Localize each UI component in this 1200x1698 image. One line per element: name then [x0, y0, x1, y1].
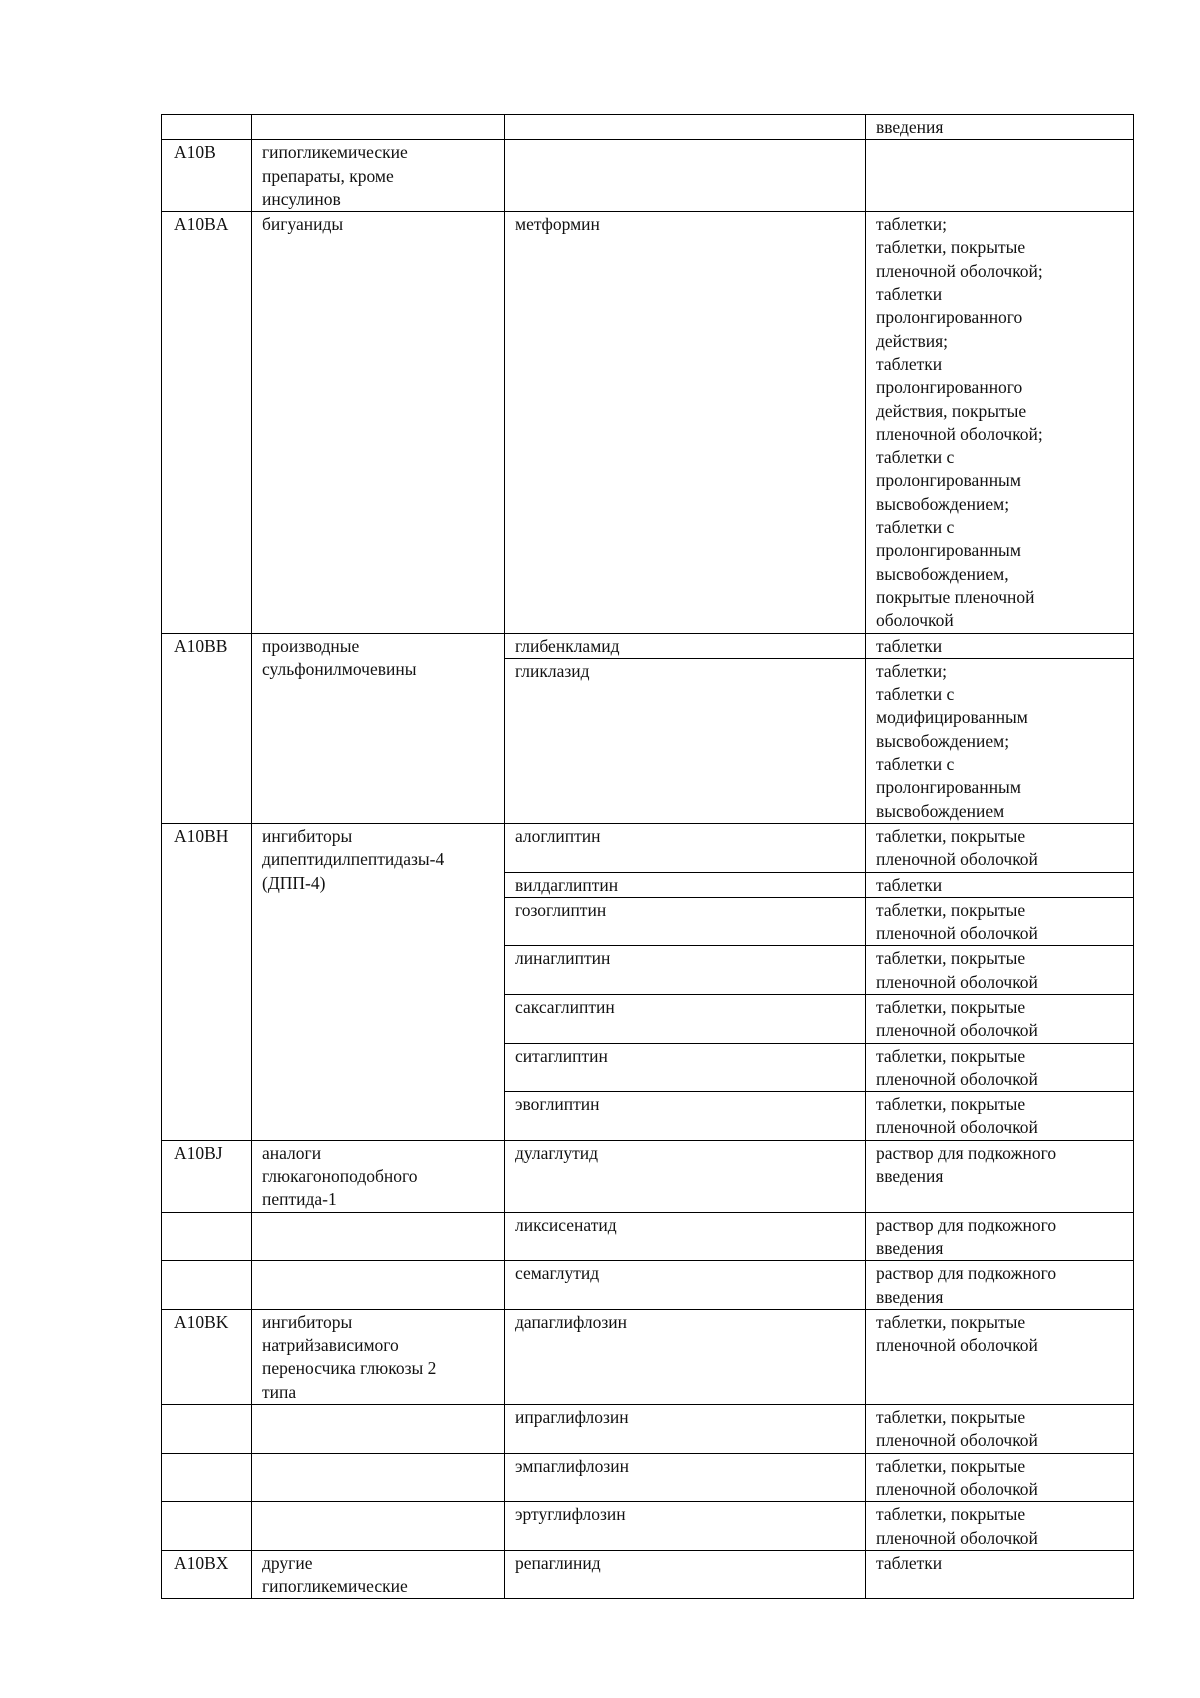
- table-row: [162, 1140, 1134, 1212]
- drug-cell: ситаглиптин: [505, 1043, 866, 1092]
- atc-code-cell: A10BH: [162, 823, 252, 1140]
- drug-cell: вилдаглиптин: [505, 872, 866, 897]
- group-cell: ингибиторы натрийзависимого переносчика глюкозы 2 типа: [252, 1309, 505, 1404]
- table-row: [162, 1453, 1134, 1502]
- atc-code-cell: [162, 115, 252, 140]
- drug-cell: линаглиптин: [505, 946, 866, 995]
- drug-cell: метформин: [505, 212, 866, 633]
- drug-cell: алоглиптин: [505, 823, 866, 872]
- dosage-form-cell: раствор для подкожного введения: [866, 1261, 1134, 1310]
- dosage-form-cell: таблетки, покрытые пленочной оболочкой: [866, 946, 1134, 995]
- group-cell: [252, 1261, 505, 1310]
- dosage-form-cell: таблетки: [866, 872, 1134, 897]
- drug-cell: гозоглиптин: [505, 897, 866, 946]
- drug-cell: эртуглифлозин: [505, 1502, 866, 1551]
- dosage-form-cell: раствор для подкожного введения: [866, 1212, 1134, 1261]
- atc-code-cell: A10BK: [162, 1309, 252, 1404]
- drug-cell: [505, 115, 866, 140]
- dosage-form-cell: таблетки, покрытые пленочной оболочкой: [866, 1043, 1134, 1092]
- atc-code-cell: A10BJ: [162, 1140, 252, 1212]
- atc-code-cell: [162, 1453, 252, 1502]
- atc-code-cell: A10BA: [162, 212, 252, 633]
- group-cell: [252, 115, 505, 140]
- atc-code-cell: [162, 1261, 252, 1310]
- atc-code-cell: A10B: [162, 140, 252, 212]
- drug-cell: эвоглиптин: [505, 1092, 866, 1141]
- dosage-form-cell: таблетки, покрытые пленочной оболочкой: [866, 1502, 1134, 1551]
- drug-cell: ипраглифлозин: [505, 1405, 866, 1454]
- drug-cell: саксаглиптин: [505, 994, 866, 1043]
- medication-table: [161, 114, 1134, 1599]
- group-cell: [252, 1405, 505, 1454]
- dosage-form-cell: таблетки, покрытые пленочной оболочкой: [866, 994, 1134, 1043]
- table-row: [162, 115, 1134, 140]
- dosage-form-cell: [866, 140, 1134, 212]
- dosage-form-cell: таблетки, покрытые пленочной оболочкой: [866, 897, 1134, 946]
- group-cell: другие гипогликемические: [252, 1550, 505, 1599]
- table-row: [162, 1212, 1134, 1261]
- dosage-form-cell: таблетки, покрытые пленочной оболочкой: [866, 1405, 1134, 1454]
- table-row: [162, 1502, 1134, 1551]
- drug-cell: гликлазид: [505, 658, 866, 823]
- group-cell: гипогликемические препараты, кроме инсулинов: [252, 140, 505, 212]
- dosage-form-cell: таблетки; таблетки, покрытые пленочной оболочкой; таблетки пролонгированного действия; таблетки пролонгированного действия, покрытые пленочной оболочкой; таблетки с пролонгированным высвобождением; таблетки с пролонгированным высвобождением, покрытые пленочной оболочкой: [866, 212, 1134, 633]
- group-cell: производные сульфонилмочевины: [252, 633, 505, 823]
- group-cell: [252, 1212, 505, 1261]
- drug-cell: [505, 140, 866, 212]
- dosage-form-cell: таблетки: [866, 633, 1134, 658]
- table-row: [162, 1309, 1134, 1404]
- atc-code-cell: [162, 1405, 252, 1454]
- group-cell: аналоги глюкагоноподобного пептида-1: [252, 1140, 505, 1212]
- dosage-form-cell: таблетки, покрытые пленочной оболочкой: [866, 1092, 1134, 1141]
- dosage-form-cell: введения: [866, 115, 1134, 140]
- table-row: [162, 1550, 1134, 1599]
- table-row: [162, 633, 1134, 658]
- table-row: [162, 212, 1134, 633]
- drug-cell: семаглутид: [505, 1261, 866, 1310]
- document-page: [161, 114, 1133, 1599]
- atc-code-cell: [162, 1212, 252, 1261]
- drug-cell: репаглинид: [505, 1550, 866, 1599]
- dosage-form-cell: таблетки, покрытые пленочной оболочкой: [866, 823, 1134, 872]
- dosage-form-cell: таблетки: [866, 1550, 1134, 1599]
- atc-code-cell: [162, 1502, 252, 1551]
- drug-cell: ликсисенатид: [505, 1212, 866, 1261]
- group-cell: [252, 1502, 505, 1551]
- dosage-form-cell: таблетки, покрытые пленочной оболочкой: [866, 1309, 1134, 1404]
- table-row: [162, 140, 1134, 212]
- atc-code-cell: A10BB: [162, 633, 252, 823]
- table-row: [162, 1405, 1134, 1454]
- dosage-form-cell: таблетки; таблетки с модифицированным высвобождением; таблетки с пролонгированным высвобождением: [866, 658, 1134, 823]
- group-cell: бигуаниды: [252, 212, 505, 633]
- drug-cell: глибенкламид: [505, 633, 866, 658]
- group-cell: [252, 1453, 505, 1502]
- drug-cell: дапаглифлозин: [505, 1309, 866, 1404]
- drug-cell: дулаглутид: [505, 1140, 866, 1212]
- drug-cell: эмпаглифлозин: [505, 1453, 866, 1502]
- table-row: [162, 1261, 1134, 1310]
- table-row: [162, 823, 1134, 872]
- atc-code-cell: A10BX: [162, 1550, 252, 1599]
- dosage-form-cell: таблетки, покрытые пленочной оболочкой: [866, 1453, 1134, 1502]
- group-cell: ингибиторы дипептидилпептидазы-4 (ДПП-4): [252, 823, 505, 1140]
- dosage-form-cell: раствор для подкожного введения: [866, 1140, 1134, 1212]
